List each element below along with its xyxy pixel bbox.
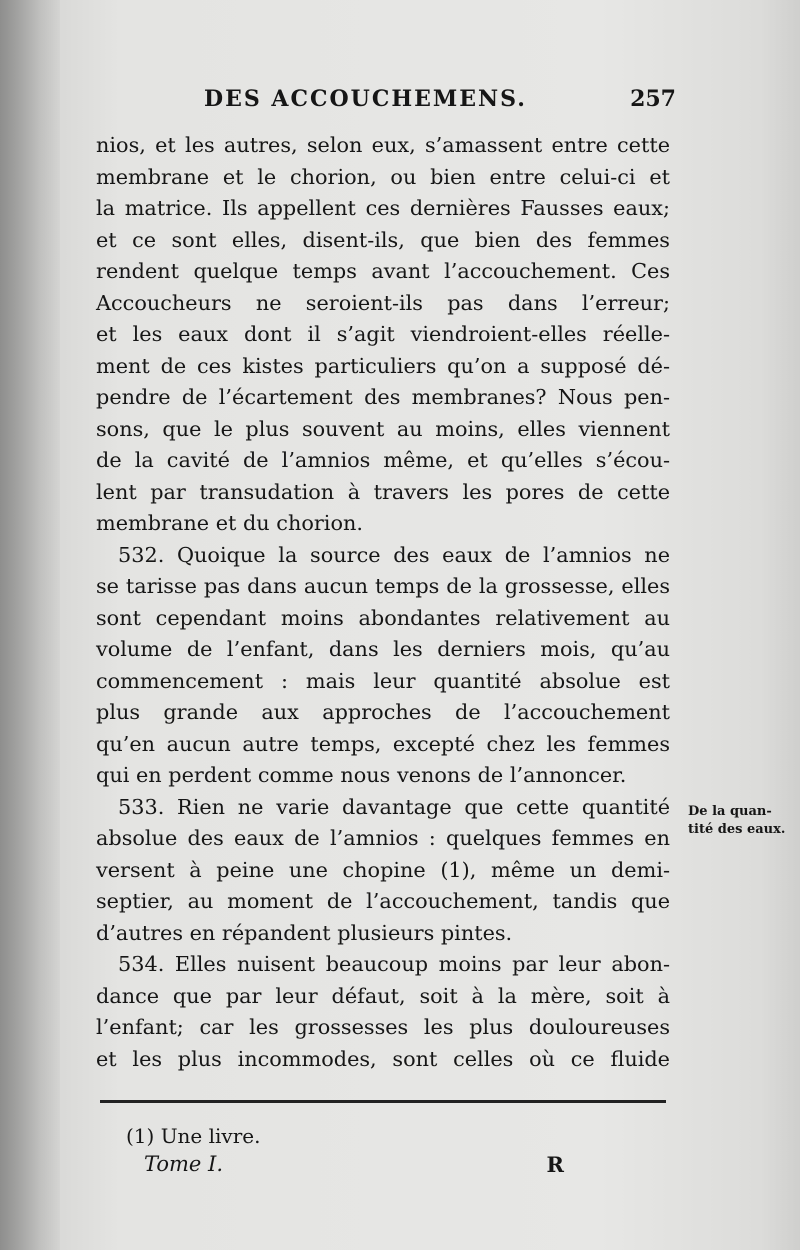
text-line: sons, que le plus souvent au moins, elles viennent	[96, 416, 670, 441]
text-line: et ce sont elles, disent-ils, que bien des femmes	[96, 227, 670, 252]
text-line: et les eaux dont il s’agit viendroient-elles réelle-	[96, 322, 670, 346]
text-line: 532. Quoique la source des eaux de l’amnios ne	[118, 542, 670, 567]
text-line: se tarisse pas dans aucun temps de la grossesse, elles	[96, 574, 670, 598]
signature-row	[144, 1152, 564, 1182]
text-line: absolue des eaux de l’amnios : quelques femmes en	[96, 826, 670, 850]
text-line: nios, et les autres, selon eux, s’amassent entre cette	[96, 133, 670, 157]
text-line: versent à peine une chopine (1), même un demi-	[96, 857, 670, 882]
gutter-shadow	[0, 0, 60, 1250]
text-line: sont cependant moins abondantes relativement au	[96, 605, 670, 630]
text-line: membrane et du chorion.	[96, 511, 363, 535]
text-line: dance que par leur défaut, soit à la mère, soit à	[96, 983, 670, 1008]
text-line: la matrice. Ils appellent ces dernières Fausses eaux;	[96, 196, 670, 220]
body-text	[96, 130, 670, 1075]
text-line: 534. Elles nuisent beaucoup moins par leur abon-	[118, 952, 670, 976]
signature-mark: R	[546, 1152, 564, 1177]
text-line: rendent quelque temps avant l’accouchement. Ces	[96, 259, 670, 283]
volume-label: Tome I.	[144, 1152, 224, 1176]
text-line: et les plus incommodes, sont celles où ce fluide	[96, 1046, 670, 1071]
page-number: 257	[630, 86, 676, 112]
text-line: qui en perdent comme nous venons de l’annoncer.	[96, 763, 627, 787]
text-line: volume de l’enfant, dans les derniers mois, qu’au	[96, 637, 670, 661]
text-line: commencement : mais leur quantité absolue est	[96, 668, 670, 693]
text-line: Accoucheurs ne seroient-ils pas dans l’erreur;	[96, 290, 670, 315]
page-header	[96, 86, 676, 122]
margin-note-line: De la quan-	[688, 804, 772, 819]
text-line: membrane et le chorion, ou bien entre celui-ci et	[96, 164, 670, 189]
text-line: qu’en aucun autre temps, excepté chez les femmes	[96, 731, 670, 756]
margin-note	[688, 803, 798, 839]
footnote-rule	[100, 1100, 666, 1103]
text-line: lent par transudation à travers les pores de cette	[96, 479, 670, 504]
footnote: (1) Une livre.	[126, 1124, 261, 1148]
text-line: d’autres en répandent plusieurs pintes.	[96, 920, 513, 945]
text-line: 533. Rien ne varie davantage que cette quantité	[118, 794, 670, 819]
margin-note-line: tité des eaux.	[688, 822, 786, 837]
text-line: septier, au moment de l’accouchement, tandis que	[96, 889, 670, 913]
text-line: pendre de l’écartement des membranes? Nous pen-	[96, 385, 670, 409]
text-line: plus grande aux approches de l’accouchement	[96, 700, 670, 724]
text-line: l’enfant; car les grossesses les plus douloureuses	[96, 1015, 670, 1039]
running-title: DES ACCOUCHEMENS.	[204, 86, 527, 112]
text-line: ment de ces kistes particuliers qu’on a supposé dé-	[96, 353, 670, 378]
text-line: de la cavité de l’amnios même, et qu’elles s’écou-	[96, 448, 670, 472]
